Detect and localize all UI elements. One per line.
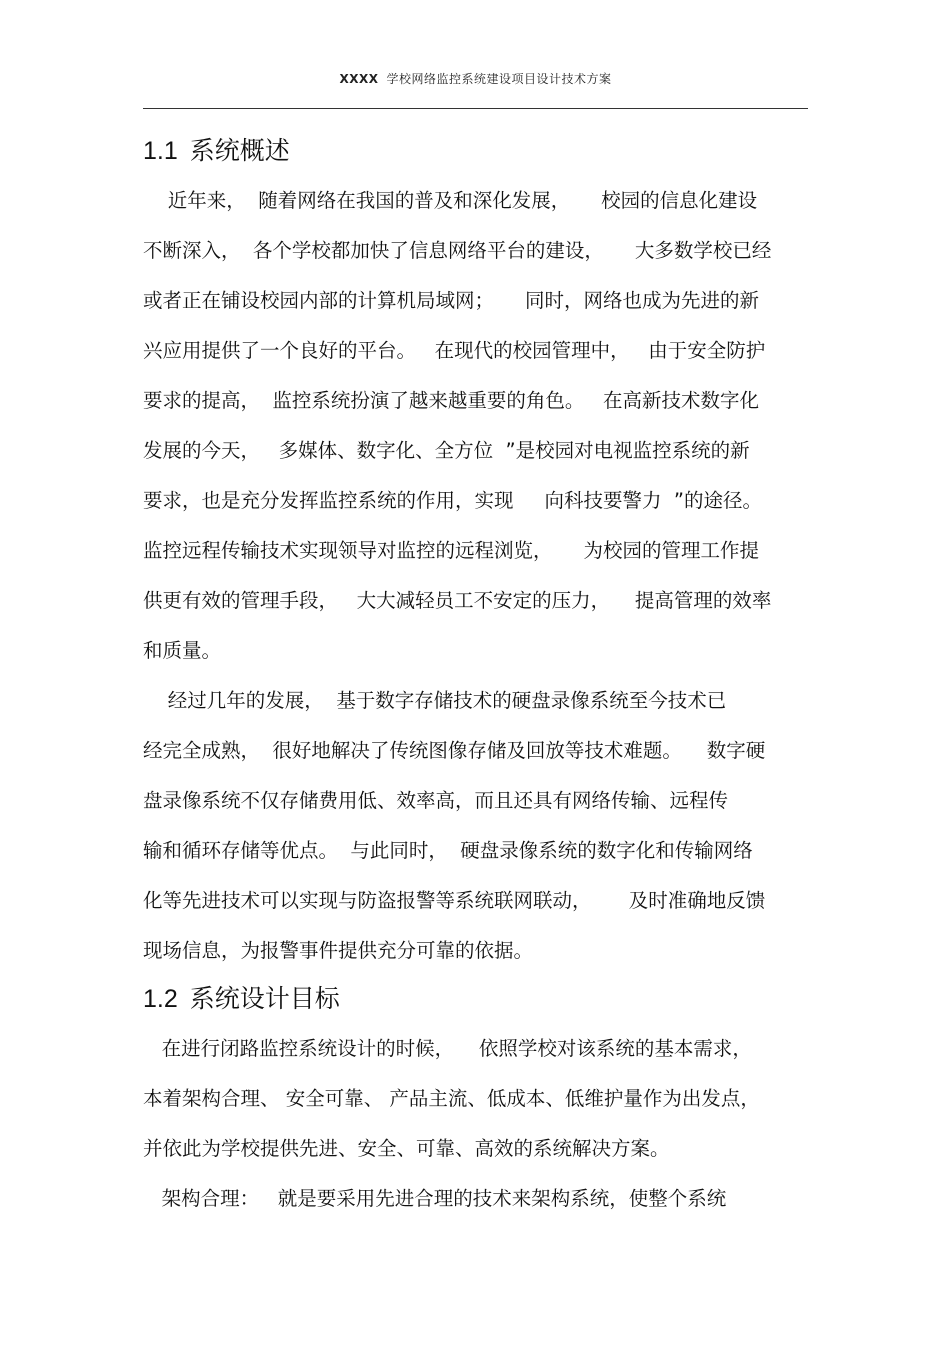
paragraph xyxy=(143,676,808,976)
section-title: 系统设计目标 xyxy=(189,984,340,1013)
header-title: 学校网络监控系统建设项目设计技术方案 xyxy=(386,72,612,86)
header-divider xyxy=(143,108,808,109)
text-line: 要求的提高， 监控系统扮演了越来越重要的角色。 在高新技术数字化 xyxy=(143,389,759,412)
section-heading xyxy=(143,128,808,174)
section-number: 1.1 xyxy=(143,137,178,165)
text-line: 兴应用提供了一个良好的平台。 在现代的校园管理中， 由于安全防护 xyxy=(143,339,766,362)
text-line: 经完全成熟， 很好地解决了传统图像存储及回放等技术难题。 数字硬 xyxy=(143,739,766,762)
text-line: 供更有效的管理手段， 大大减轻员工不安定的压力， 提高管理的效率 xyxy=(143,589,772,612)
section-title: 系统概述 xyxy=(189,136,290,165)
text-line: 盘录像系统不仅存储费用低、效率高，而且还具有网络传输、远程传 xyxy=(143,789,729,812)
text-line: 现场信息，为报警事件提供充分可靠的依据。 xyxy=(143,939,534,962)
section-heading xyxy=(143,976,808,1022)
paragraph xyxy=(143,176,808,676)
text-line: 监控远程传输技术实现领导对监控的远程浏览， 为校园的管理工作提 xyxy=(143,539,759,562)
text-line: 并依此为学校提供先进、安全、可靠、高效的系统解决方案。 xyxy=(143,1137,670,1160)
paragraph xyxy=(143,1174,808,1224)
text-line: 不断深入， 各个学校都加快了信息网络平台的建设， 大多数学校已经 xyxy=(143,239,772,262)
text-line: 在进行闭路监控系统设计的时候， 依照学校对该系统的基本需求， xyxy=(143,1037,752,1060)
text-line: 输和循环存储等优点。 与此同时， 硬盘录像系统的数字化和传输网络 xyxy=(143,839,753,862)
text-line: 经过几年的发展， 基于数字存储技术的硬盘录像系统至今技术已 xyxy=(143,689,727,712)
text-line: 近年来， 随着网络在我国的普及和深化发展， 校园的信息化建设 xyxy=(143,189,758,212)
section-number: 1.2 xyxy=(143,985,178,1013)
document-body xyxy=(143,128,808,1224)
header-prefix: XXXX xyxy=(339,72,379,86)
text-line: 本着架构合理、 安全可靠、 产品主流、低成本、低维护量作为出发点， xyxy=(143,1087,760,1110)
text-line: 要求，也是充分发挥监控系统的作用，实现 向科技要警力 ”的途径。 xyxy=(143,489,762,512)
paragraph xyxy=(143,1024,808,1174)
text-line: 和质量。 xyxy=(143,639,222,662)
text-line: 或者正在铺设校园内部的计算机局域网； 同时，网络也成为先进的新 xyxy=(143,289,759,312)
text-line: 发展的今天， 多媒体、数字化、全方位 ”是校园对电视监控系统的新 xyxy=(143,439,750,462)
text-line: 架构合理： 就是要采用先进合理的技术来架构系统，使整个系统 xyxy=(143,1187,727,1210)
running-header xyxy=(143,70,808,87)
text-line: 化等先进技术可以实现与防盗报警等系统联网联动， 及时准确地反馈 xyxy=(143,889,766,912)
